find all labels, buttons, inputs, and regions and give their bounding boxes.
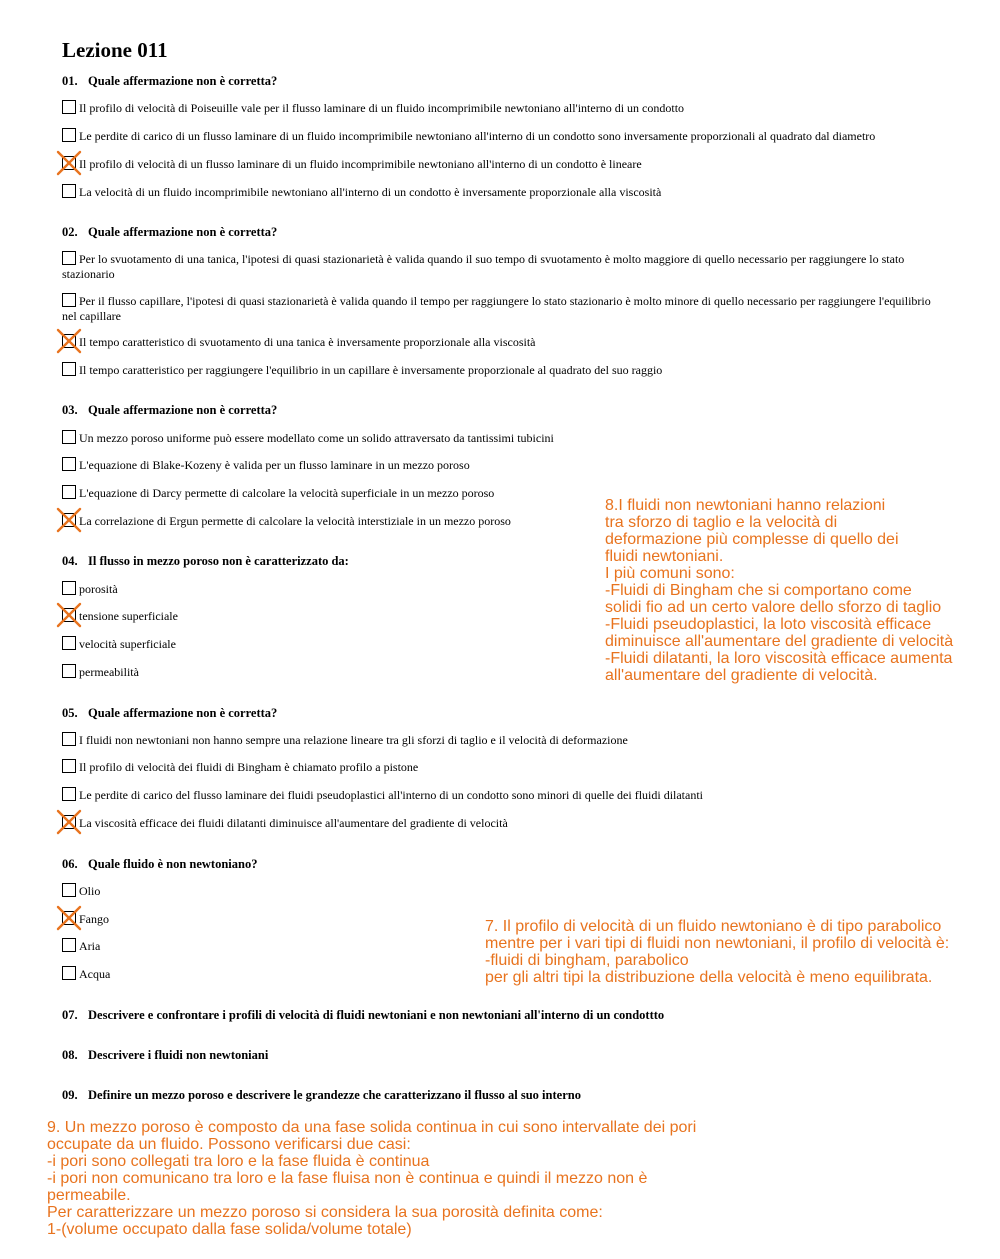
answer-option[interactable] bbox=[62, 251, 942, 282]
question-02 bbox=[62, 224, 942, 240]
answer-checkbox[interactable] bbox=[62, 184, 76, 198]
question-text: Quale affermazione non è corretta? bbox=[88, 225, 278, 239]
check-mark-icon bbox=[56, 507, 82, 533]
question-number: 01. bbox=[62, 74, 78, 88]
answer-text: Il profilo di velocità dei fluidi di Bingham è chiamato profilo a pistone bbox=[79, 760, 419, 774]
question-number: 09. bbox=[62, 1088, 78, 1102]
answer-checkbox[interactable] bbox=[62, 815, 76, 829]
answer-text: permeabilità bbox=[79, 665, 139, 679]
answer-text: Il tempo caratteristico per raggiungere l'equilibrio in un capillare è inversamente proporzionale al quadrato del suo raggio bbox=[79, 363, 663, 377]
answer-text: Un mezzo poroso uniforme può essere modellato come un solido attraversato da tantissimi tubicini bbox=[79, 431, 554, 445]
answer-text: Olio bbox=[79, 884, 101, 898]
question-text: Descrivere i fluidi non newtoniani bbox=[88, 1048, 269, 1062]
annotation-answer-09: 9. Un mezzo poroso è composto da una fase solida continua in cui sono intervallate dei pori occupate da un fluido. Possono verificarsi due casi: -i pori sono collegati tra loro e la fase fluida è continua -i pori non comunicano tra loro e la fase fluisa non è continua e quindi il mezzo non è permeabile. Per caratterizzare un mezzo poroso si considera la sua porosità definita come: 1-(volume occupato dalla fase solida/volume totale) bbox=[47, 1119, 697, 1238]
answer-text: porosità bbox=[79, 582, 118, 596]
annotation-answer-08: 8.I fluidi non newtoniani hanno relazioni tra sforzo di taglio e la velocità di deformazione più complesse di quello dei fluidi newtoniani. I più comuni sono: -Fluidi di Bingham che si comportano come solidi fio ad un certo valore dello sforzo di taglio -Fluidi pseudoplastici, la loto viscosità efficace diminuisce all'aumentare del gradiente di velocità -Fluidi dilatanti, la loro viscosità efficace aumenta all'aumentare del gradiente di velocità. bbox=[605, 497, 954, 684]
answer-text: La viscosità efficace dei fluidi dilatanti diminuisce all'aumentare del gradiente di velocità bbox=[79, 816, 508, 830]
answer-option[interactable] bbox=[62, 787, 942, 803]
answer-checkbox[interactable] bbox=[62, 293, 76, 307]
answer-checkbox[interactable] bbox=[62, 362, 76, 376]
answer-option[interactable] bbox=[62, 100, 942, 116]
answer-option[interactable] bbox=[62, 883, 942, 899]
answer-text: L'equazione di Darcy permette di calcolare la velocità superficiale in un mezzo poroso bbox=[79, 486, 495, 500]
question-number: 07. bbox=[62, 1008, 78, 1022]
question-text: Quale affermazione non è corretta? bbox=[88, 706, 278, 720]
answer-option[interactable] bbox=[62, 293, 942, 324]
answer-text: La velocità di un fluido incomprimibile newtoniano all'interno di un condotto è inversamente proporzionale alla viscosità bbox=[79, 185, 662, 199]
question-text: Il flusso in mezzo poroso non è caratterizzato da: bbox=[88, 554, 349, 568]
question-07 bbox=[62, 1007, 942, 1023]
answer-checkbox[interactable] bbox=[62, 457, 76, 471]
answer-checkbox[interactable] bbox=[62, 581, 76, 595]
question-03 bbox=[62, 402, 942, 418]
answer-checkbox[interactable] bbox=[62, 787, 76, 801]
question-number: 04. bbox=[62, 554, 78, 568]
answer-text: velocità superficiale bbox=[79, 637, 176, 651]
answer-text: Fango bbox=[79, 912, 109, 926]
question-01 bbox=[62, 73, 942, 89]
answer-checkbox[interactable] bbox=[62, 759, 76, 773]
question-number: 02. bbox=[62, 225, 78, 239]
answer-checkbox[interactable] bbox=[62, 911, 76, 925]
check-mark-icon bbox=[56, 602, 82, 628]
question-number: 05. bbox=[62, 706, 78, 720]
answer-option[interactable] bbox=[62, 128, 942, 144]
question-05 bbox=[62, 705, 942, 721]
answer-option[interactable] bbox=[62, 184, 942, 200]
answer-checkbox[interactable] bbox=[62, 938, 76, 952]
question-text: Quale fluido è non newtoniano? bbox=[88, 857, 258, 871]
answer-text: Le perdite di carico di un flusso laminare di un fluido incomprimibile newtoniano all'interno di un condotto sono inversamente proporzionali al quadrato dal diametro bbox=[79, 129, 876, 143]
answer-checkbox[interactable] bbox=[62, 608, 76, 622]
check-mark-icon bbox=[56, 905, 82, 931]
answer-text: Per il flusso capillare, l'ipotesi di quasi stazionarietà è valida quando il tempo per raggiungere lo stato stazionario è molto minore di quello necessario per raggiungere l'equilibrio nel capillare bbox=[62, 294, 931, 323]
answer-option[interactable] bbox=[62, 334, 942, 350]
check-mark-icon bbox=[56, 150, 82, 176]
answer-text: tensione superficiale bbox=[79, 609, 178, 623]
answer-checkbox[interactable] bbox=[62, 156, 76, 170]
answer-option[interactable] bbox=[62, 156, 942, 172]
answer-checkbox[interactable] bbox=[62, 664, 76, 678]
question-text: Quale affermazione non è corretta? bbox=[88, 403, 278, 417]
answer-checkbox[interactable] bbox=[62, 128, 76, 142]
annotation-answer-07: 7. Il profilo di velocità di un fluido newtoniano è di tipo parabolico mentre per i vari tipi di fluidi non newtoniani, il profilo di velocità è: -fluidi di bingham, parabolico per gli altri tipi la distribuzione della velocità è meno equilibrata. bbox=[485, 918, 950, 986]
answer-option[interactable] bbox=[62, 430, 942, 446]
question-text: Quale affermazione non è corretta? bbox=[88, 74, 278, 88]
question-08 bbox=[62, 1047, 942, 1063]
answer-text: Il profilo di velocità di un flusso laminare di un fluido incomprimibile newtoniano all'interno di un condotto è lineare bbox=[79, 157, 642, 171]
answer-option[interactable] bbox=[62, 759, 942, 775]
question-text: Definire un mezzo poroso e descrivere le grandezze che caratterizzano il flusso al suo interno bbox=[88, 1088, 581, 1102]
question-06 bbox=[62, 856, 942, 872]
answer-checkbox[interactable] bbox=[62, 251, 76, 265]
answer-checkbox[interactable] bbox=[62, 966, 76, 980]
answer-text: Aria bbox=[79, 939, 101, 953]
answer-text: La correlazione di Ergun permette di calcolare la velocità interstiziale in un mezzo poroso bbox=[79, 514, 511, 528]
question-number: 06. bbox=[62, 857, 78, 871]
answer-option[interactable] bbox=[62, 815, 942, 831]
answer-text: Il tempo caratteristico di svuotamento di una tanica è inversamente proporzionale alla viscosità bbox=[79, 335, 536, 349]
question-text: Descrivere e confrontare i profili di velocità di fluidi newtoniani e non newtoniani all'interno di un condottto bbox=[88, 1008, 665, 1022]
check-mark-icon bbox=[56, 809, 82, 835]
answer-option[interactable] bbox=[62, 457, 942, 473]
answer-checkbox[interactable] bbox=[62, 732, 76, 746]
answer-checkbox[interactable] bbox=[62, 513, 76, 527]
answer-checkbox[interactable] bbox=[62, 485, 76, 499]
answer-text: I fluidi non newtoniani non hanno sempre una relazione lineare tra gli sforzi di taglio e il velocità di deformazione bbox=[79, 733, 628, 747]
check-mark-icon bbox=[56, 328, 82, 354]
answer-text: Acqua bbox=[79, 967, 111, 981]
answer-checkbox[interactable] bbox=[62, 100, 76, 114]
answer-option[interactable] bbox=[62, 732, 942, 748]
answer-text: L'equazione di Blake-Kozeny è valida per un flusso laminare in un mezzo poroso bbox=[79, 458, 470, 472]
answer-text: Per lo svuotamento di una tanica, l'ipotesi di quasi stazionarietà è valida quando il suo tempo di svuotamento è molto maggiore di quello necessario per raggiungere lo stato stazionario bbox=[62, 252, 905, 281]
page-title: Lezione 011 bbox=[62, 38, 168, 62]
answer-text: Il profilo di velocità di Poiseuille vale per il flusso laminare di un fluido incomprimibile newtoniano all'interno di un condotto bbox=[79, 101, 685, 115]
answer-checkbox[interactable] bbox=[62, 883, 76, 897]
question-09 bbox=[62, 1087, 942, 1103]
answer-checkbox[interactable] bbox=[62, 334, 76, 348]
question-number: 03. bbox=[62, 403, 78, 417]
answer-text: Le perdite di carico del flusso laminare dei fluidi pseudoplastici all'interno di un condotto sono minori di quelle dei fluidi dilatanti bbox=[79, 788, 704, 802]
answer-option[interactable] bbox=[62, 362, 942, 378]
question-number: 08. bbox=[62, 1048, 78, 1062]
answer-checkbox[interactable] bbox=[62, 636, 76, 650]
answer-checkbox[interactable] bbox=[62, 430, 76, 444]
